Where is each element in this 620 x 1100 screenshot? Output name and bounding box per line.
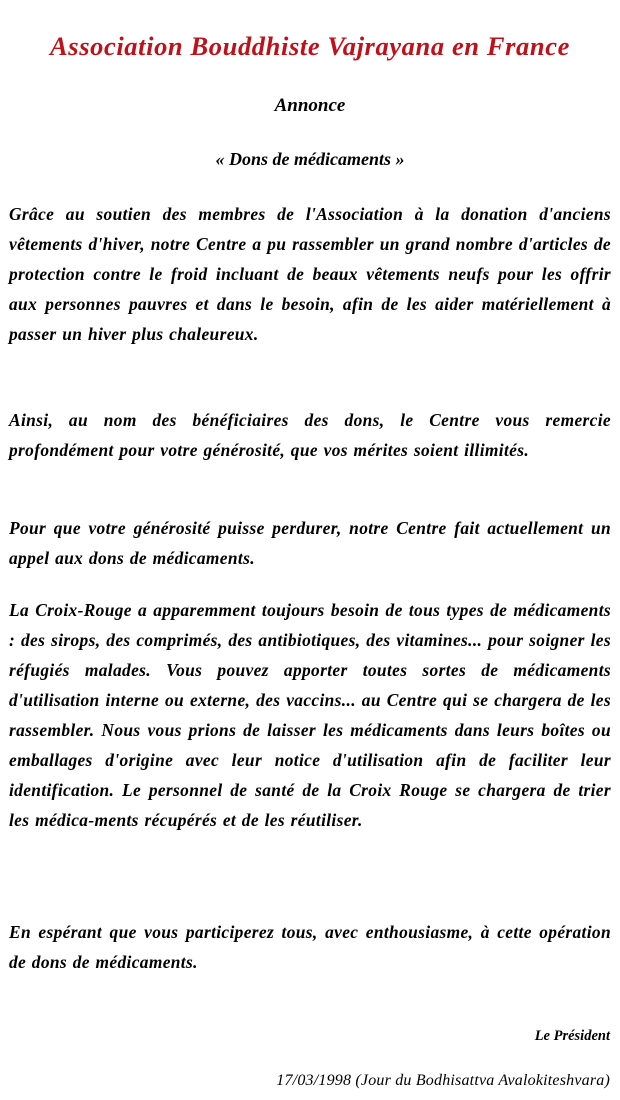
paragraph-appeal: Pour que votre générosité puisse perdurer, notre Centre fait actuellement un appel aux dons de médicaments.	[9, 518, 611, 568]
announcement-subject: « Dons de médicaments »	[215, 149, 405, 169]
paragraph-thanks-winter-clothes: Grâce au soutien des membres de l'Association à la donation d'anciens vêtements d'hiver, notre Centre a pu rassembler un grand nombre d'articles de protection contre le froid incluant de beaux vêtements neufs pour les offrir aux personnes pauvres et dans le besoin, afin de les aider matériellement à passer un hiver plus chaleureux.	[9, 204, 611, 344]
signature: Le Président	[534, 1028, 610, 1044]
date-line: 17/03/1998 (Jour du Bodhisattva Avalokiteshvara)	[276, 1072, 610, 1089]
organization-title: Association Bouddhiste Vajrayana en France	[50, 31, 570, 61]
announcement-heading: Annonce	[274, 95, 346, 116]
paragraph-red-cross-details: La Croix-Rouge a apparemment toujours besoin de tous types de médicaments : des sirops, des comprimés, des antibiotiques, des vitamines... pour soigner les réfugiés malades. Vous pouvez apporter toutes sortes de médicaments d'utilisation interne ou externe, des vaccins... au Centre qui se chargera de les rassembler. Nous vous prions de laisser les médicaments dans leurs boîtes ou emballages d'origine avec leur notice d'utilisation afin de faciliter leur identification. Le personnel de santé de la Croix Rouge se chargera de trier les médica-ments récupérés et de les réutiliser.	[9, 600, 611, 830]
paragraph-closing: En espérant que vous participerez tous, avec enthousiasme, à cette opération de dons de médicaments.	[9, 922, 611, 972]
paragraph-gratitude: Ainsi, au nom des bénéficiaires des dons, le Centre vous remercie profondément pour votre générosité, que vos mérites soient illimités.	[9, 410, 611, 460]
